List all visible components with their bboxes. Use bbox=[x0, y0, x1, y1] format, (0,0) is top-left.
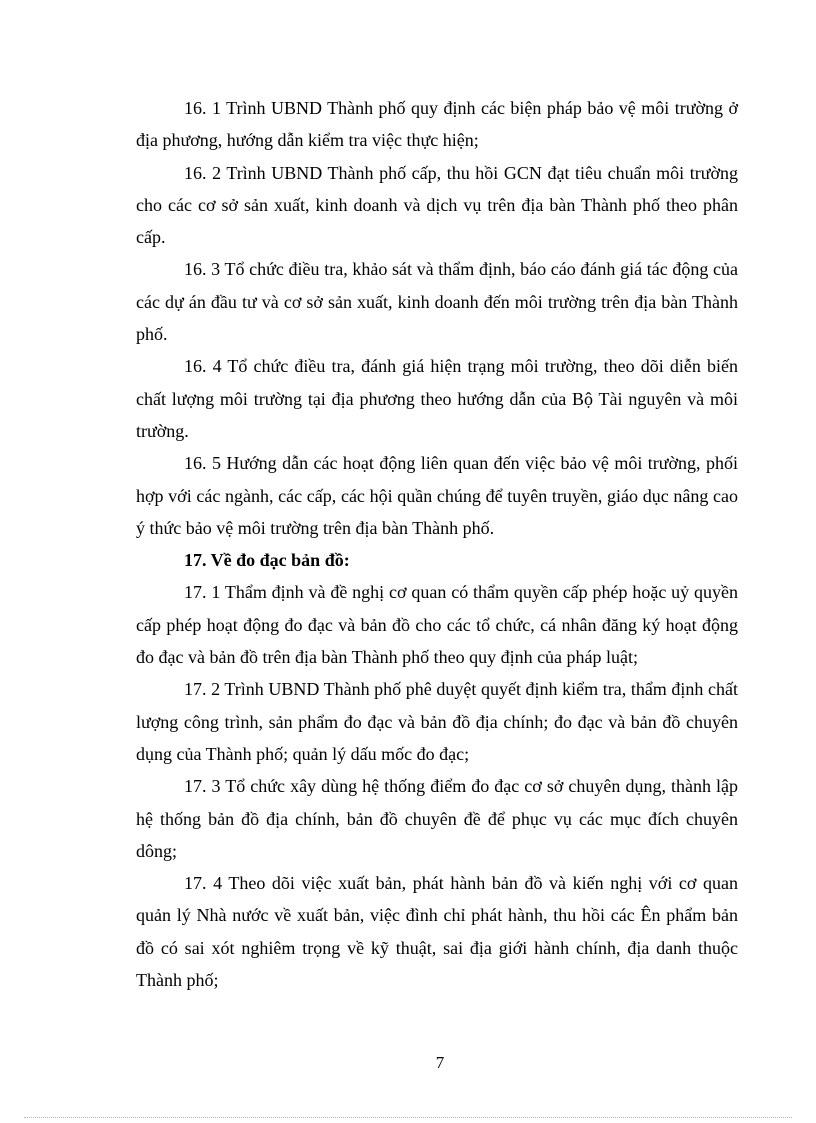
paragraph-17-2: 17. 2 Trình UBND Thành phố phê duyệt quyết định kiểm tra, thẩm định chất lượng công trình, sản phẩm đo đạc và bản đồ địa chính; đo đạc và bản đồ chuyên dụng của Thành phố; quản lý dấu mốc đo đạc; bbox=[136, 679, 738, 764]
paragraph-16-3: 16. 3 Tổ chức điều tra, khảo sát và thẩm định, báo cáo đánh giá tác động của các dự án đầu tư và cơ sở sản xuất, kinh doanh đến môi trường trên địa bàn Thành phố. bbox=[136, 259, 738, 345]
paragraph-16-2: 16. 2 Trình UBND Thành phố cấp, thu hồi GCN đạt tiêu chuẩn môi trường cho các cơ sở sản xuất, kinh doanh và dịch vụ trên địa bàn Thành phố theo phân cấp. bbox=[136, 162, 738, 248]
paragraph-17-3: 17. 3 Tổ chức xây dùng hệ thống điểm đo đạc cơ sở chuyên dụng, thành lập hệ thống bản đồ địa chính, bản đồ chuyên đề để phục vụ các mục đích chuyên dông; bbox=[136, 776, 738, 861]
paragraph-17-1: 17. 1 Thẩm định và đề nghị cơ quan có thẩm quyền cấp phép hoặc uỷ quyền cấp phép hoạt động đo đạc và bản đồ cho các tổ chức, cá nhân đăng ký hoạt động đo đạc và bản đồ trên địa bàn Thành phố theo quy định của pháp luật; bbox=[136, 582, 738, 668]
page-bottom-border bbox=[24, 1117, 792, 1118]
paragraph-16-5: 16. 5 Hướng dẫn các hoạt động liên quan đến việc bảo vệ môi trường, phối hợp với các ngành, các cấp, các hội quần chúng để tuyên truyền, giáo dục nâng cao ý thức bảo vệ môi trường trên địa bàn Thành phố. bbox=[136, 453, 738, 538]
section-heading-17: 17. Về đo đạc bản đồ: bbox=[184, 550, 350, 571]
paragraph-16-4: 16. 4 Tổ chức điều tra, đánh giá hiện trạng môi trường, theo dõi diễn biến chất lượng môi trường tại địa phương theo hướng dẫn của Bộ Tài nguyên và môi trường. bbox=[136, 356, 738, 441]
page-body bbox=[136, 92, 738, 996]
paragraph-17-4: 17. 4 Theo dõi việc xuất bản, phát hành bản đồ và kiến nghị với cơ quan quản lý Nhà nước về xuất bản, việc đình chỉ phát hành, thu hồi các Ên phẩm bản đồ có sai xót nghiêm trọng về kỹ thuật, sai địa giới hành chính, địa danh thuộc Thành phố; bbox=[136, 873, 738, 991]
paragraph-16-1: 16. 1 Trình UBND Thành phố quy định các biện pháp bảo vệ môi trường ở địa phương, hướng dẫn kiểm tra việc thực hiện; bbox=[136, 98, 738, 151]
page-number: 7 bbox=[435, 1053, 445, 1072]
